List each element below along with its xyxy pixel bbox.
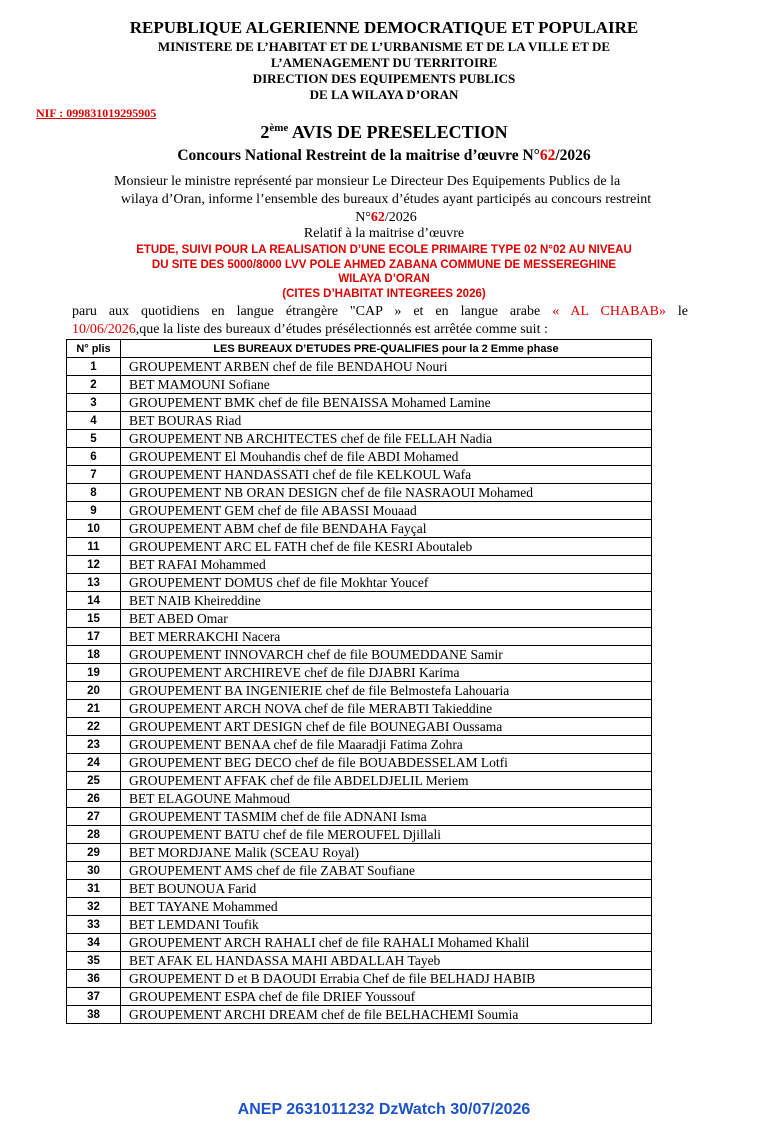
intro-line-2: wilaya d’Oran, informe l’ensemble des bureaux d’études ayant participés au concours restreint <box>120 192 652 207</box>
row-number: 11 <box>67 538 121 556</box>
row-number: 21 <box>67 700 121 718</box>
table-row <box>67 610 652 628</box>
row-number: 7 <box>67 466 121 484</box>
table-row <box>67 790 652 808</box>
table-row <box>67 592 652 610</box>
row-office-name: GROUPEMENT BEG DECO chef de file BOUABDESSELAM Lotfi <box>121 754 652 772</box>
row-number: 26 <box>67 790 121 808</box>
project-line-4: (CITES D’HABITAT INTEGREES 2026) <box>282 287 486 300</box>
row-office-name: BET LEMDANI Toufik <box>121 916 652 934</box>
newspaper-name: « AL CHABAB» <box>552 304 666 319</box>
row-office-name: BET BOURAS Riad <box>121 412 652 430</box>
table-row <box>67 520 652 538</box>
row-office-name: GROUPEMENT BA INGENIERIE chef de file Belmostefa Lahouaria <box>121 682 652 700</box>
row-office-name: GROUPEMENT INNOVARCH chef de file BOUMEDDANE Samir <box>121 646 652 664</box>
publication-date: 10/06/2026 <box>72 322 136 337</box>
row-number: 37 <box>67 988 121 1006</box>
table-row <box>67 394 652 412</box>
table-row <box>67 664 652 682</box>
notice-ordinal: ème <box>269 122 289 134</box>
table-row <box>67 844 652 862</box>
header-wilaya: DE LA WILAYA D’ORAN <box>309 87 459 102</box>
table-row <box>67 358 652 376</box>
table-row <box>67 646 652 664</box>
row-number: 3 <box>67 394 121 412</box>
table-row <box>67 538 652 556</box>
table-row <box>67 934 652 952</box>
row-number: 6 <box>67 448 121 466</box>
row-office-name: BET RAFAI Mohammed <box>121 556 652 574</box>
row-number: 38 <box>67 1006 121 1024</box>
row-office-name: GROUPEMENT NB ARCHITECTES chef de file FELLAH Nadia <box>121 430 652 448</box>
table-row <box>67 1006 652 1024</box>
table-row <box>67 448 652 466</box>
row-number: 13 <box>67 574 121 592</box>
row-office-name: GROUPEMENT ART DESIGN chef de file BOUNEGABI Oussama <box>121 718 652 736</box>
table-row <box>67 988 652 1006</box>
intro-ref-year: /2026 <box>384 210 417 225</box>
project-line-1: ETUDE, SUIVI POUR LA REALISATION D’UNE ECOLE PRIMAIRE TYPE 02 N°02 AU NIVEAU <box>136 244 632 256</box>
table-row <box>67 772 652 790</box>
row-office-name: GROUPEMENT ARCHIREVE chef de file DJABRI Karima <box>121 664 652 682</box>
intro-paragraph <box>86 173 686 227</box>
publication-text: paru aux quotidiens en langue étrangère "CAP » et en langue arabe <box>72 304 553 319</box>
notice-number: 2 <box>260 122 270 142</box>
table-row <box>67 412 652 430</box>
relatif-line: Relatif à la maitrise d’œuvre <box>303 226 465 241</box>
preselected-offices-table <box>66 339 652 1024</box>
row-number: 32 <box>67 898 121 916</box>
header-ministry: MINISTERE DE L’HABITAT ET DE L’URBANISME ET DE LA VILLE ET DE <box>157 39 611 54</box>
row-office-name: BET AFAK EL HANDASSA MAHI ABDALLAH Tayeb <box>121 952 652 970</box>
row-number: 25 <box>67 772 121 790</box>
row-office-name: BET TAYANE Mohammed <box>121 898 652 916</box>
row-office-name: GROUPEMENT ARC EL FATH chef de file KESRI Aboutaleb <box>121 538 652 556</box>
row-number: 1 <box>67 358 121 376</box>
intro-ref-prefix: N° <box>355 210 371 225</box>
row-number: 8 <box>67 484 121 502</box>
row-number: 15 <box>67 610 121 628</box>
table-row <box>67 970 652 988</box>
table-body <box>67 358 652 1024</box>
project-line-2: DU SITE DES 5000/8000 LVV POLE AHMED ZABANA COMMUNE DE MESSEREGHINE <box>151 258 617 271</box>
row-office-name: BET MAMOUNI Sofiane <box>121 376 652 394</box>
table-row <box>67 502 652 520</box>
table-row <box>67 376 652 394</box>
table-row <box>67 466 652 484</box>
row-number: 2 <box>67 376 121 394</box>
project-line-3: WILAYA D’ORAN <box>338 273 430 285</box>
row-office-name: GROUPEMENT TASMIM chef de file ADNANI Isma <box>121 808 652 826</box>
intro-ref-number: 62 <box>370 210 385 225</box>
project-description <box>0 243 768 301</box>
row-number: 33 <box>67 916 121 934</box>
row-number: 4 <box>67 412 121 430</box>
publication-le: le <box>665 304 688 319</box>
row-office-name: GROUPEMENT ABM chef de file BENDAHA Fayçal <box>121 520 652 538</box>
footer-reference: ANEP 2631011232 DzWatch 30/07/2026 <box>237 1101 531 1118</box>
row-office-name: BET ELAGOUNE Mahmoud <box>121 790 652 808</box>
table-row <box>67 916 652 934</box>
row-office-name: GROUPEMENT DOMUS chef de file Mokhtar Youcef <box>121 574 652 592</box>
row-office-name: BET MORDJANE Malik (SCEAU Royal) <box>121 844 652 862</box>
notice-title-text: AVIS DE PRESELECTION <box>291 122 508 142</box>
notice-title <box>0 122 768 143</box>
table-row <box>67 430 652 448</box>
table-row <box>67 628 652 646</box>
row-office-name: GROUPEMENT BMK chef de file BENAISSA Mohamed Lamine <box>121 394 652 412</box>
table-row <box>67 556 652 574</box>
nif-number: NIF : 099831019295905 <box>36 106 157 120</box>
row-office-name: GROUPEMENT NB ORAN DESIGN chef de file NASRAOUI Mohamed <box>121 484 652 502</box>
row-number: 23 <box>67 736 121 754</box>
row-office-name: GROUPEMENT HANDASSATI chef de file KELKOUL Wafa <box>121 466 652 484</box>
table-row <box>67 898 652 916</box>
header-ministry-cont: L’AMENAGEMENT DU TERRITOIRE <box>270 55 498 70</box>
row-office-name: GROUPEMENT BATU chef de file MEROUFEL Djillali <box>121 826 652 844</box>
table-row <box>67 682 652 700</box>
row-number: 5 <box>67 430 121 448</box>
row-number: 30 <box>67 862 121 880</box>
competition-number: 62 <box>539 147 556 164</box>
row-office-name: GROUPEMENT ARCHI DREAM chef de file BELHACHEMI Soumia <box>121 1006 652 1024</box>
row-number: 18 <box>67 646 121 664</box>
row-office-name: GROUPEMENT ARBEN chef de file BENDAHOU Nouri <box>121 358 652 376</box>
table-row <box>67 826 652 844</box>
table-header-row <box>67 340 652 358</box>
row-number: 12 <box>67 556 121 574</box>
table-row <box>67 808 652 826</box>
row-office-name: GROUPEMENT ARCH RAHALI chef de file RAHALI Mohamed Khalil <box>121 934 652 952</box>
row-office-name: BET NAIB Kheireddine <box>121 592 652 610</box>
row-office-name: GROUPEMENT El Mouhandis chef de file ABDI Mohamed <box>121 448 652 466</box>
row-number: 34 <box>67 934 121 952</box>
table-row <box>67 862 652 880</box>
row-number: 14 <box>67 592 121 610</box>
row-number: 28 <box>67 826 121 844</box>
table-row <box>67 754 652 772</box>
row-office-name: GROUPEMENT ARCH NOVA chef de file MERABTI Takieddine <box>121 700 652 718</box>
row-number: 35 <box>67 952 121 970</box>
row-number: 19 <box>67 664 121 682</box>
row-office-name: GROUPEMENT GEM chef de file ABASSI Mouaad <box>121 502 652 520</box>
row-office-name: GROUPEMENT D et B DAOUDI Errabia Chef de file BELHADJ HABIB <box>121 970 652 988</box>
table-row <box>67 718 652 736</box>
competition-title-prefix: Concours National Restreint de la maitrise d’œuvre N° <box>177 147 540 164</box>
row-office-name: GROUPEMENT BENAA chef de file Maaradji Fatima Zohra <box>121 736 652 754</box>
row-number: 17 <box>67 628 121 646</box>
row-office-name: GROUPEMENT ESPA chef de file DRIEF Youssouf <box>121 988 652 1006</box>
row-number: 9 <box>67 502 121 520</box>
row-office-name: BET ABED Omar <box>121 610 652 628</box>
publication-line-1 <box>72 303 688 321</box>
competition-year: /2026 <box>555 147 591 164</box>
row-number: 24 <box>67 754 121 772</box>
column-header-offices: LES BUREAUX D’ETUDES PRE-QUALIFIES pour la 2 Emme phase <box>121 340 652 358</box>
table-row <box>67 736 652 754</box>
publication-line-2 <box>72 321 688 339</box>
header-direction: DIRECTION DES EQUIPEMENTS PUBLICS <box>252 71 516 86</box>
row-number: 31 <box>67 880 121 898</box>
publication-text-end: ,que la liste des bureaux d’études présélectionnés est arrêtée comme suit : <box>135 322 548 337</box>
competition-title <box>0 147 768 165</box>
row-office-name: GROUPEMENT AMS chef de file ZABAT Soufiane <box>121 862 652 880</box>
intro-line-1: Monsieur le ministre représenté par monsieur Le Directeur Des Equipements Publics de la <box>114 174 621 189</box>
table-row <box>67 484 652 502</box>
row-office-name: GROUPEMENT AFFAK chef de file ABDELDJELIL Meriem <box>121 772 652 790</box>
row-number: 22 <box>67 718 121 736</box>
column-header-number: N° plis <box>67 340 121 358</box>
table-row <box>67 574 652 592</box>
row-number: 20 <box>67 682 121 700</box>
row-office-name: BET BOUNOUA Farid <box>121 880 652 898</box>
row-number: 27 <box>67 808 121 826</box>
header-republic: REPUBLIQUE ALGERIENNE DEMOCRATIQUE ET POPULAIRE <box>129 18 639 37</box>
row-office-name: BET MERRAKCHI Nacera <box>121 628 652 646</box>
row-number: 10 <box>67 520 121 538</box>
table-row <box>67 880 652 898</box>
publication-paragraph <box>72 303 688 339</box>
row-number: 29 <box>67 844 121 862</box>
table-row <box>67 952 652 970</box>
table-row <box>67 700 652 718</box>
row-number: 36 <box>67 970 121 988</box>
intro-line-3 <box>86 209 686 227</box>
